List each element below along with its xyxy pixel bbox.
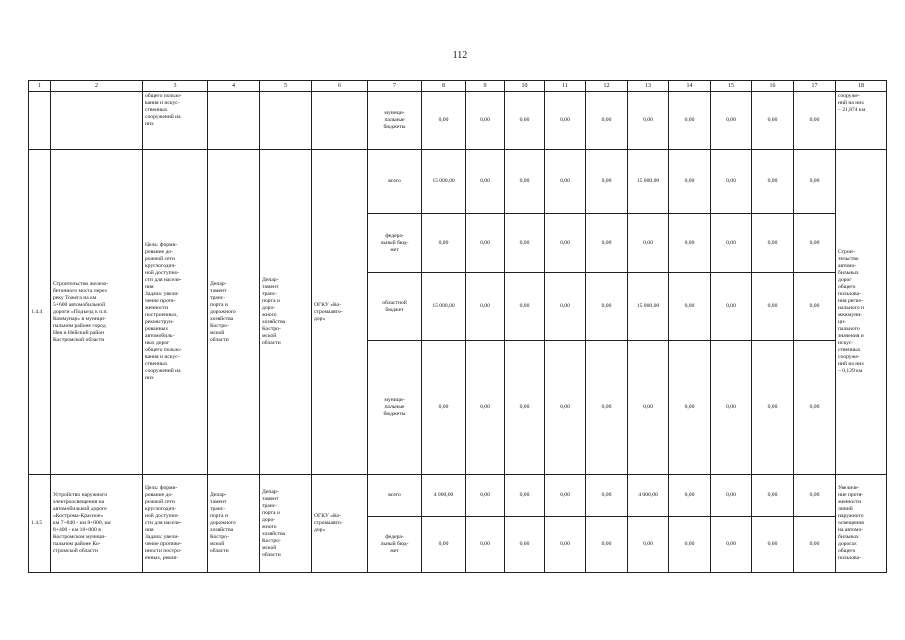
- column-number: 17: [794, 81, 836, 92]
- amount-cell: 0,00: [752, 92, 794, 150]
- amount-cell: 0,00: [466, 92, 505, 150]
- item-org: ОГКУ «Ко- стромаавто- дор»: [312, 150, 368, 475]
- amount-cell: 0,00: [711, 273, 752, 341]
- amount-cell: 0,00: [628, 341, 669, 475]
- amount-cell: 0,00: [545, 517, 586, 573]
- item-org: ОГКУ «Ко- стромаавто- дор»: [312, 475, 368, 573]
- column-number: 9: [466, 81, 505, 92]
- amount-cell: 0,00: [752, 475, 794, 517]
- amount-cell: 0,00: [669, 273, 711, 341]
- amount-cell: 0,00: [586, 341, 628, 475]
- item-executor: [208, 92, 260, 150]
- amount-cell: 0,00: [628, 517, 669, 573]
- amount-cell: 15 000,00: [628, 273, 669, 341]
- amount-cell: 0,00: [628, 214, 669, 273]
- column-number: 2: [51, 81, 143, 92]
- amount-cell: 4 000,00: [628, 475, 669, 517]
- amount-cell: 0,00: [794, 273, 836, 341]
- amount-cell: 15 000,00: [628, 150, 669, 214]
- amount-cell: 0,00: [794, 517, 836, 573]
- item-name: Строительство железо- бетонного моста через реку Тожега на км 5+600 автомобильной дороги «Подъезд к п.п. Коммунар» в муници- пальном районе город Нея и Нейский район Костромской области: [51, 150, 143, 475]
- item-executor: Депар- тамент транс- порта и дорожного хозяйства Костро- мской области: [208, 475, 260, 573]
- item-number: [29, 92, 51, 150]
- table-body: [29, 81, 887, 573]
- column-number: 10: [505, 81, 545, 92]
- item-result: Увеличе- ние протя- женности линий наружного освещения на автомо- бильных дорогах общего пользова-: [836, 475, 887, 573]
- funding-level: федера- льный бюд- жет: [368, 214, 422, 273]
- amount-cell: 0,00: [794, 475, 836, 517]
- amount-cell: 0,00: [586, 92, 628, 150]
- amount-cell: 0,00: [505, 273, 545, 341]
- table-row: [29, 475, 887, 517]
- amount-cell: 0,00: [586, 517, 628, 573]
- item-name: [51, 92, 143, 150]
- amount-cell: 0,00: [586, 150, 628, 214]
- amount-cell: 0,00: [711, 214, 752, 273]
- item-result: Строи- тельство автомо- бильных дорог общего пользова- ния регио- нального и межмуни- ци- пального значения и искус- ственных сооруже- ний на них – 0,129 км: [836, 150, 887, 475]
- amount-cell: 0,00: [545, 341, 586, 475]
- item-number: 1.4.4: [29, 150, 51, 475]
- amount-cell: 0,00: [711, 475, 752, 517]
- item-result: сооруже- ний на них – 21,874 км: [836, 92, 887, 150]
- amount-cell: 0,00: [466, 517, 505, 573]
- amount-cell: 0,00: [669, 150, 711, 214]
- column-number: 7: [368, 81, 422, 92]
- amount-cell: 0,00: [711, 517, 752, 573]
- amount-cell: 0,00: [545, 150, 586, 214]
- amount-cell: 0,00: [669, 92, 711, 150]
- amount-cell: 0,00: [586, 273, 628, 341]
- item-executor: Депар- тамент транс- порта и дорожного хозяйства Костро- мской области: [208, 150, 260, 475]
- amount-cell: 0,00: [752, 214, 794, 273]
- column-number: 1: [29, 81, 51, 92]
- amount-cell: 0,00: [505, 341, 545, 475]
- amount-cell: 0,00: [505, 214, 545, 273]
- item-coexecutor: Депар- тамент транс- порта и доро- жного хозяйства Костро- мской области: [260, 475, 312, 573]
- column-number: 8: [422, 81, 466, 92]
- item-name: Устройство наружного электроосвещения на автомобильной дороге «Кострома-Красное» км 7+840 - км 8+000, км 8+400 - км 10+000 в Костромском муници- пальном районе Ко- стромской области: [51, 475, 143, 573]
- column-number: 13: [628, 81, 669, 92]
- column-number: 12: [586, 81, 628, 92]
- amount-cell: 0,00: [586, 214, 628, 273]
- amount-cell: 0,00: [752, 273, 794, 341]
- amount-cell: 0,00: [545, 273, 586, 341]
- amount-cell: 0,00: [545, 92, 586, 150]
- amount-cell: 0,00: [422, 517, 466, 573]
- funding-level: муници- пальные бюджеты: [368, 341, 422, 475]
- amount-cell: 0,00: [711, 92, 752, 150]
- amount-cell: 0,00: [466, 273, 505, 341]
- column-number: 15: [711, 81, 752, 92]
- amount-cell: 0,00: [422, 214, 466, 273]
- column-number: 6: [312, 81, 368, 92]
- column-number: 11: [545, 81, 586, 92]
- amount-cell: 0,00: [711, 150, 752, 214]
- funding-level: федера- льный бюд- жет: [368, 517, 422, 573]
- amount-cell: 0,00: [794, 150, 836, 214]
- column-number: 14: [669, 81, 711, 92]
- amount-cell: 0,00: [628, 92, 669, 150]
- amount-cell: 0,00: [752, 341, 794, 475]
- amount-cell: 0,00: [669, 475, 711, 517]
- amount-cell: 0,00: [422, 341, 466, 475]
- amount-cell: 0,00: [794, 341, 836, 475]
- item-number: 1.4.5: [29, 475, 51, 573]
- item-coexecutor: [260, 92, 312, 150]
- funding-level: всего: [368, 475, 422, 517]
- budget-table: [28, 80, 887, 573]
- amount-cell: 15 000,00: [422, 150, 466, 214]
- amount-cell: 0,00: [505, 517, 545, 573]
- column-number: 16: [752, 81, 794, 92]
- amount-cell: 0,00: [752, 150, 794, 214]
- column-number-row: [29, 81, 887, 92]
- amount-cell: 15 000,00: [422, 273, 466, 341]
- amount-cell: 0,00: [669, 214, 711, 273]
- item-goal: Цель: форми- рование до- рожной сети круглогодич- ной доступно- сти для населе- ния Задача: увели- чение протя- женности построенных, реконструи- рованных автомобиль- ных дорог общего пользо- вания и искус- ственных сооружений на них: [143, 150, 208, 475]
- funding-level: областной бюджет: [368, 273, 422, 341]
- amount-cell: 0,00: [505, 475, 545, 517]
- amount-cell: 0,00: [586, 475, 628, 517]
- item-org: [312, 92, 368, 150]
- amount-cell: 0,00: [422, 92, 466, 150]
- amount-cell: 0,00: [669, 517, 711, 573]
- amount-cell: 0,00: [752, 517, 794, 573]
- amount-cell: 0,00: [545, 214, 586, 273]
- table-row: [29, 150, 887, 214]
- item-coexecutor: Депар- тамент транс- порта и доро- жного хозяйства Костро- мской области: [260, 150, 312, 475]
- amount-cell: 0,00: [466, 150, 505, 214]
- amount-cell: 0,00: [466, 475, 505, 517]
- column-number: 3: [143, 81, 208, 92]
- amount-cell: 0,00: [466, 341, 505, 475]
- funding-level: всего: [368, 150, 422, 214]
- amount-cell: 0,00: [545, 475, 586, 517]
- continuation-row: [29, 92, 887, 150]
- item-goal: Цель: форми- рование до- рожной сети круглогодич- ной доступно- сти для населе- ния Задача: увели- чение протяже- нности постро- енных, рекон-: [143, 475, 208, 573]
- item-goal: общего пользо- вания и искус- ственных сооружений на них: [143, 92, 208, 150]
- column-number: 4: [208, 81, 260, 92]
- column-number: 18: [836, 81, 887, 92]
- amount-cell: 0,00: [505, 150, 545, 214]
- amount-cell: 0,00: [711, 341, 752, 475]
- amount-cell: 0,00: [794, 92, 836, 150]
- amount-cell: 0,00: [505, 92, 545, 150]
- column-number: 5: [260, 81, 312, 92]
- funding-level: муници- пальные бюджеты: [368, 92, 422, 150]
- amount-cell: 0,00: [794, 214, 836, 273]
- amount-cell: 0,00: [669, 341, 711, 475]
- page-number: 112: [452, 50, 468, 61]
- amount-cell: 0,00: [466, 214, 505, 273]
- amount-cell: 4 000,00: [422, 475, 466, 517]
